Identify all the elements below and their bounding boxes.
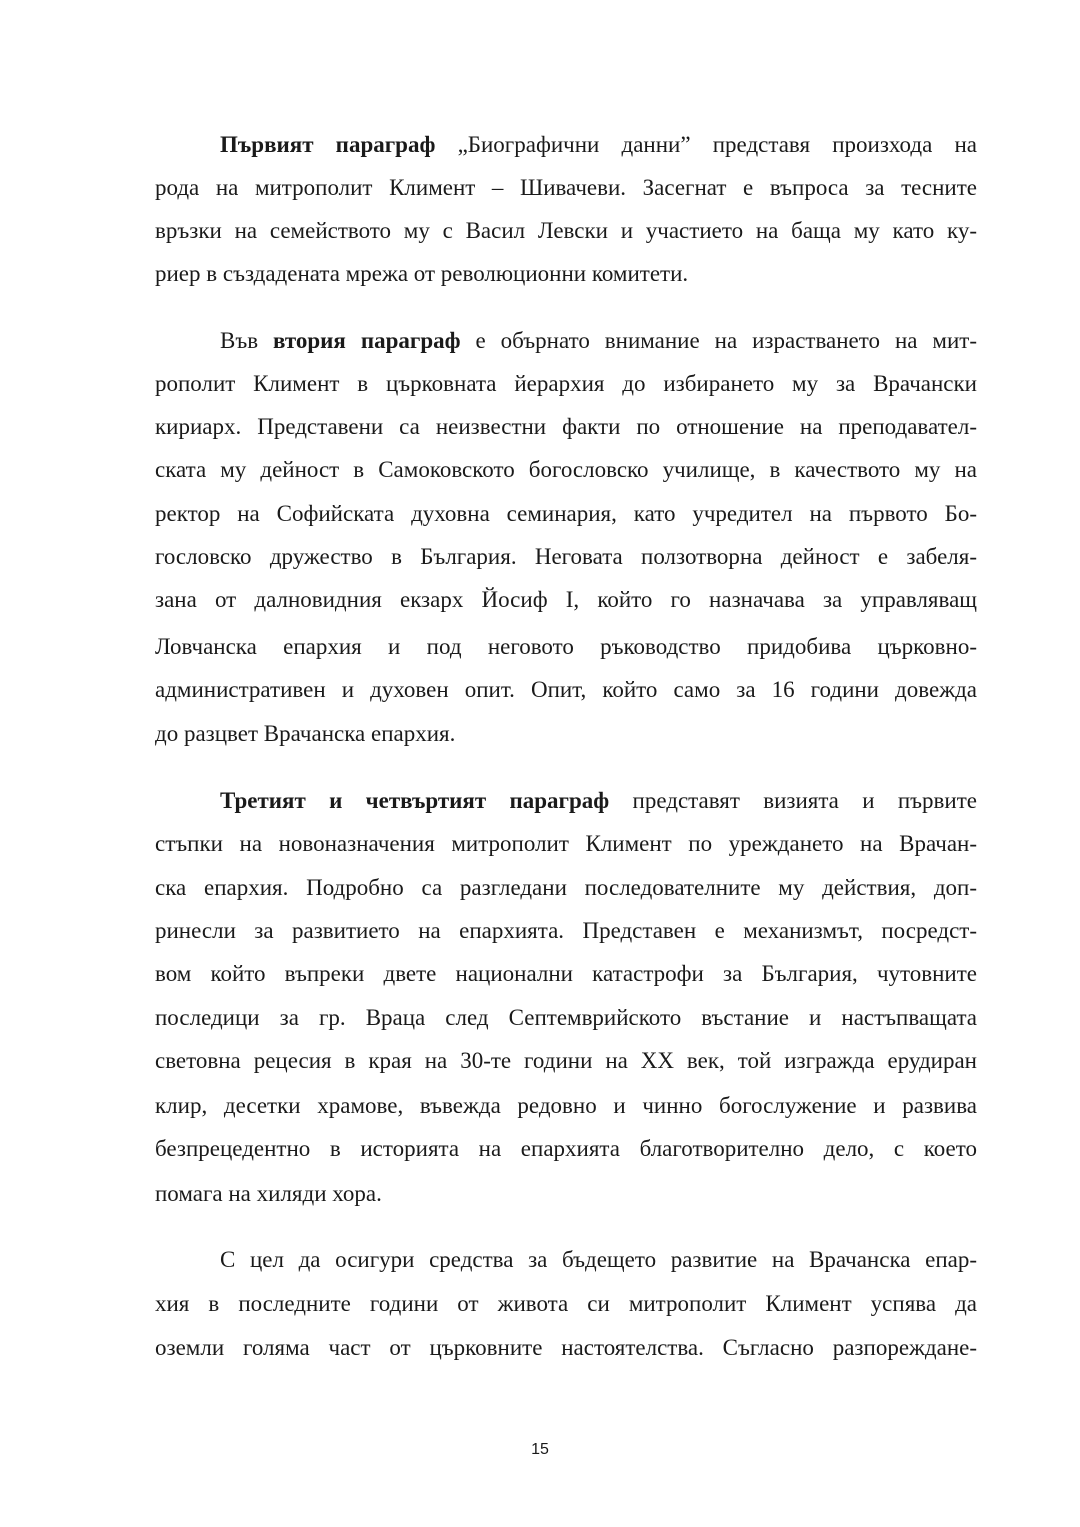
paragraph-3-line-3: ска епархия. Подробно са разгледани последователните му действия, доп- — [155, 875, 977, 900]
paragraph-1-line-2: рода на митрополит Климент – Шивачеви. Засегнат е въпроса за тесните — [155, 175, 977, 200]
bold-heading: Третият и четвъртият параграф — [220, 788, 610, 813]
paragraph-1-line-3: връзки на семейството му с Васил Левски и участието на баща му като ку- — [155, 218, 977, 243]
paragraph-3-line-9: безпрецедентно в историята на епархията благотворително дело, с което — [155, 1136, 977, 1161]
paragraph-4-line-3: оземли голяма част от църковните настоятелства. Съгласно разпореждане- — [155, 1335, 977, 1360]
paragraph-2-line-6: гословско дружество в България. Неговата ползотворна дейност е забеля- — [155, 544, 977, 569]
paragraph-2-line-5: ректор на Софийската духовна семинария, като учредител на първото Бо- — [155, 501, 977, 526]
bold-heading: втория параграф — [273, 328, 461, 353]
paragraph-1-line-1: Първият параграф „Биографични данни” представя произхода на — [220, 132, 978, 157]
paragraph-4-line-1: С цел да осигури средства за бъдещето развитие на Врачанска епар- — [220, 1247, 977, 1272]
paragraph-3-line-7: световна рецесия в края на 30-те години на XX век, той изгражда ерудиран — [155, 1048, 977, 1073]
paragraph-3-line-1: Третият и четвъртият параграф представят визията и първите — [220, 788, 977, 813]
paragraph-2-line-1: Във втория параграф е обърнато внимание на израстването на мит- — [220, 328, 978, 353]
paragraph-2-line-7: зана от далновидния екзарх Йосиф I, който го назначава за управляващ — [155, 587, 977, 612]
paragraph-2-line-4: ската му дейност в Самоковското богословско училище, в качеството му на — [155, 457, 977, 482]
paragraph-4-line-2: хия в последните години от живота си митрополит Климент успява да — [155, 1291, 977, 1316]
paragraph-2-line-9: административен и духовен опит. Опит, който само за 16 години довежда — [155, 677, 977, 702]
paragraph-3-line-4: ринесли за развитието на епархията. Представен е механизмът, посредст- — [155, 918, 977, 943]
paragraph-2-line-2: рополит Климент в църковната йерархия до избирането му за Врачански — [155, 371, 977, 396]
paragraph-3-line-5: вом който въпреки двете национални катастрофи за България, чутовните — [155, 961, 977, 986]
paragraph-3-line-6: последици за гр. Враца след Септемврийското въстание и настъпващата — [155, 1005, 977, 1030]
paragraph-2-line-10: до разцвет Врачанска епархия. — [155, 721, 456, 746]
bold-heading: Първият параграф — [220, 132, 436, 157]
page-number: 15 — [531, 1441, 549, 1458]
paragraph-2-line-8: Ловчанска епархия и под неговото ръководство придобива църковно- — [155, 634, 977, 659]
paragraph-3-line-8: клир, десетки храмове, въвежда редовно и чинно богослужение и развива — [155, 1093, 977, 1118]
paragraph-1-line-4: риер в създадената мрежа от революционни комитети. — [155, 261, 689, 286]
paragraph-3-line-10: помага на хиляди хора. — [155, 1181, 382, 1206]
paragraph-3-line-2: стъпки на новоназначения митрополит Климент по уреждането на Врачан- — [155, 831, 977, 856]
paragraph-2-line-3: кириарх. Представени са неизвестни факти по отношение на преподавател- — [155, 414, 977, 439]
